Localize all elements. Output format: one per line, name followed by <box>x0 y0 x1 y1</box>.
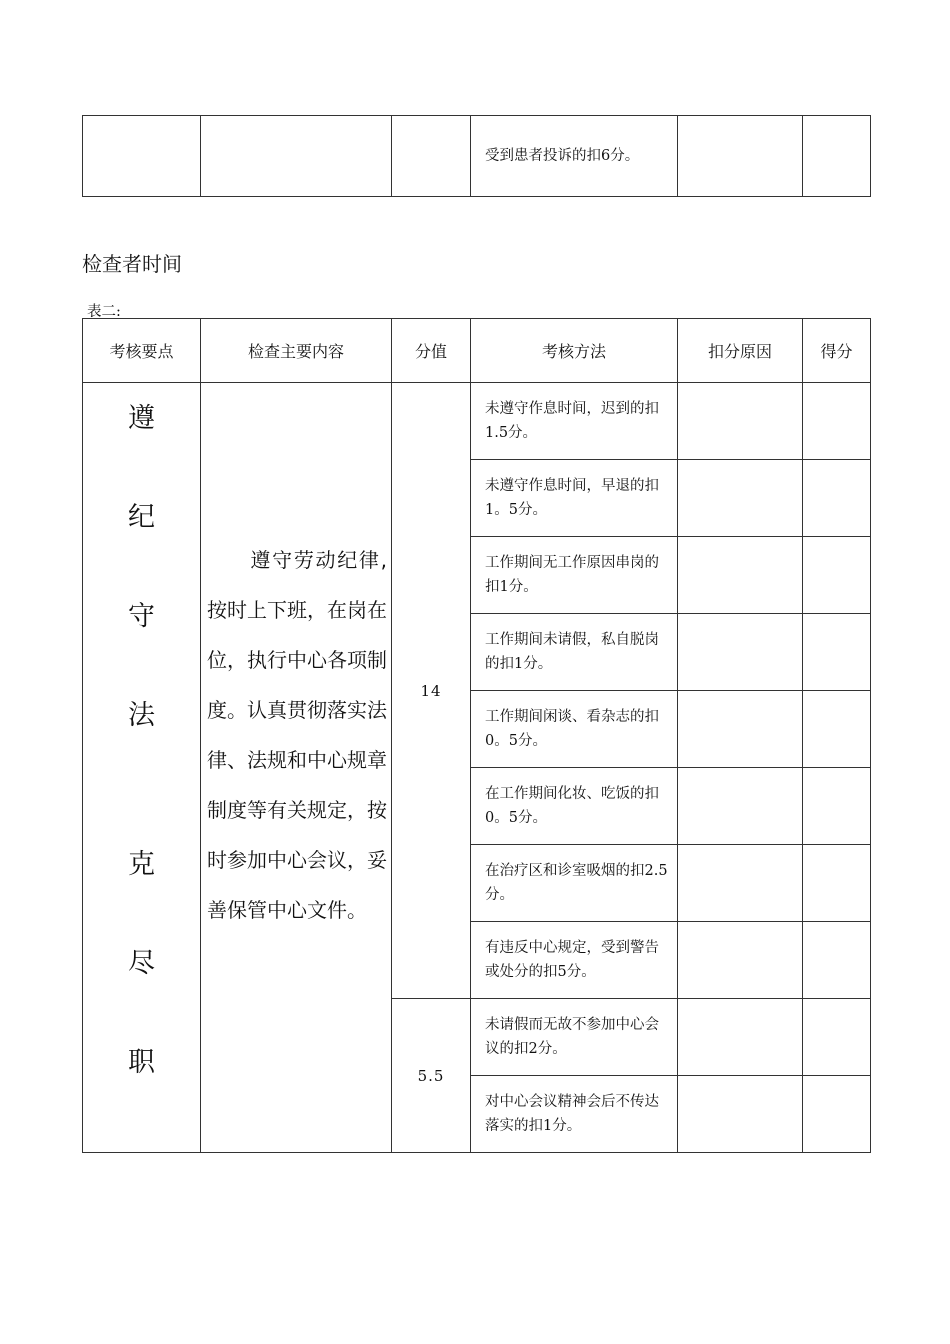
method-cell: 未遵守作息时间，早退的扣1。5分。 <box>471 460 678 537</box>
content-cell: 遵守劳动纪律,按时上下班，在岗在位，执行中心各项制度。认真贯彻落实法律、法规和中心规章制度等有关规定，按时参加中心会议，妥善保管中心文件。 <box>201 383 392 1153</box>
key-point-char: 职 <box>128 1047 155 1078</box>
key-point-char: 尽 <box>128 948 155 979</box>
header-row <box>83 319 871 383</box>
table-label: 表二: <box>87 304 121 320</box>
deduction-reason-cell <box>678 922 803 999</box>
points-cell <box>803 768 871 845</box>
header-deduction-reason: 扣分原因 <box>678 319 803 383</box>
deduction-reason-cell <box>678 1076 803 1153</box>
points-cell <box>803 999 871 1076</box>
points-cell <box>803 116 871 197</box>
points-cell <box>803 383 871 460</box>
assessment-table <box>82 318 871 1153</box>
method-cell: 工作期间未请假，私自脱岗的扣1分。 <box>471 614 678 691</box>
key-point-char: 纪 <box>128 502 155 533</box>
deduction-reason-cell <box>678 768 803 845</box>
header-points: 得分 <box>803 319 871 383</box>
deduction-reason-cell <box>678 460 803 537</box>
points-cell <box>803 1076 871 1153</box>
method-cell: 工作期间闲谈、看杂志的扣0。5分。 <box>471 691 678 768</box>
deduction-reason-cell <box>678 999 803 1076</box>
method-cell: 未请假而无故不参加中心会议的扣2分。 <box>471 999 678 1076</box>
deduction-reason-cell <box>678 537 803 614</box>
table-row <box>83 383 871 460</box>
deduction-reason-cell <box>678 116 803 197</box>
header-content: 检查主要内容 <box>201 319 392 383</box>
deduction-reason-cell <box>678 845 803 922</box>
content-cell <box>201 116 392 197</box>
points-cell <box>803 922 871 999</box>
points-cell <box>803 460 871 537</box>
score-cell <box>392 116 471 197</box>
deduction-reason-cell <box>678 383 803 460</box>
method-cell: 在治疗区和诊室吸烟的扣2.5分。 <box>471 845 678 922</box>
key-point-char: 遵 <box>128 403 155 434</box>
key-point-char: 法 <box>128 700 155 731</box>
points-cell <box>803 614 871 691</box>
method-cell: 工作期间无工作原因串岗的扣1分。 <box>471 537 678 614</box>
key-point-char: 守 <box>128 601 155 632</box>
deduction-reason-cell <box>678 691 803 768</box>
key-point-cell <box>83 116 201 197</box>
method-cell: 未遵守作息时间，迟到的扣1.5分。 <box>471 383 678 460</box>
method-cell: 在工作期间化妆、吃饭的扣0。5分。 <box>471 768 678 845</box>
method-cell: 对中心会议精神会后不传达落实的扣1分。 <box>471 1076 678 1153</box>
header-method: 考核方法 <box>471 319 678 383</box>
section-title: 检查者时间 <box>82 252 182 276</box>
header-score: 分值 <box>392 319 471 383</box>
points-cell <box>803 537 871 614</box>
table-row <box>83 116 871 197</box>
points-cell <box>803 845 871 922</box>
score-cell: 5.5 <box>392 999 471 1153</box>
method-cell: 有违反中心规定，受到警告或处分的扣5分。 <box>471 922 678 999</box>
points-cell <box>803 691 871 768</box>
method-cell: 受到患者投诉的扣6分。 <box>471 116 678 197</box>
key-point-char: 克 <box>128 849 155 880</box>
deduction-reason-cell <box>678 614 803 691</box>
continuation-table <box>82 115 871 197</box>
score-cell: 14 <box>392 383 471 999</box>
key-point-cell <box>83 383 201 1153</box>
header-key-point: 考核要点 <box>83 319 201 383</box>
